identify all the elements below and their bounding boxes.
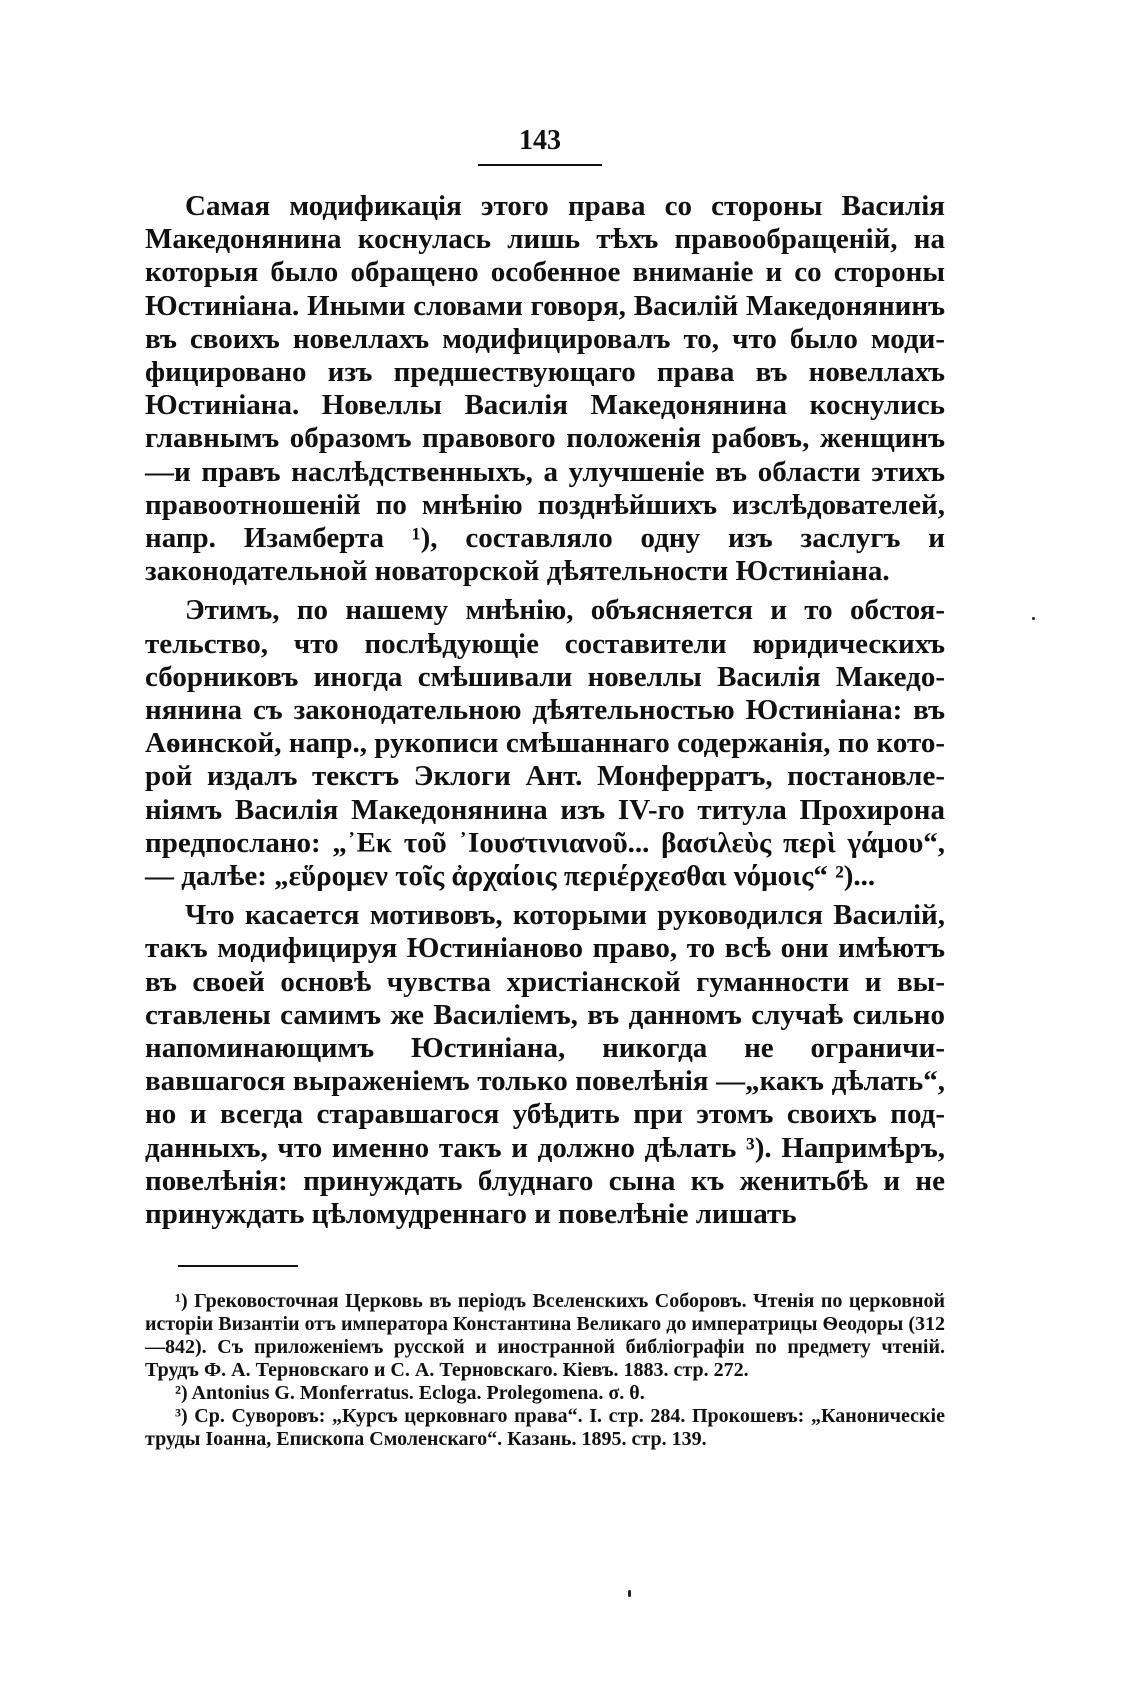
footnote-separator bbox=[178, 1265, 298, 1267]
page-number: 143 bbox=[519, 125, 561, 156]
paragraph-2: Этимъ, по нашему мнѣнію, объясняется и то обстоятельство, что послѣдующіе составители юридическихъ сборниковъ иногда смѣшивали новеллы Василія Македонянина съ законодательною дѣятельностью Юстиніана: въ Аѳинской, напр., рукописи смѣшаннаго содержанія, по которой издалъ текстъ Эклоги Ант. Монферратъ, постановленіямъ Василія Македонянина изъ IV-го титула Прохирона предпослано: „᾿Εκ τοῦ ᾿Ιουστινιανοῦ... βασιλεὺς περὶ γάμου“,— далѣе: „εὕρομεν τοῖς ἀρχαίοις περιέρχεσθαι νόμοις“ ²)... bbox=[145, 594, 945, 893]
footnote-1: ¹) Грековосточная Церковь въ періодъ Вселенскихъ Соборовъ. Чтенія по церковной исторіи Византіи отъ императора Константина Великаго до императрицы Ѳеодоры (312—842). Съ приложеніемъ русской и иностранной библіографіи по предмету чтеній. Трудъ Ф. А. Терновскаго и С. А. Терновскаго. Кіевъ. 1883. стр. 272. bbox=[145, 1290, 945, 1381]
scan-speck bbox=[628, 1590, 631, 1597]
main-text bbox=[145, 190, 945, 1231]
footnote-3: ³) Ср. Суворовъ: „Курсъ церковнаго права“. I. стр. 284. Прокошевъ: „Каноническіе труды Іоанна, Епископа Смоленскаго“. Казань. 1895. стр. 139. bbox=[145, 1405, 945, 1450]
paragraph-1: Самая модификація этого права со стороны Василія Македонянина коснулась лишь тѣхъ правообращеній, на которыя было обращено особенное вниманіе и со стороны Юстиніана. Иными словами говоря, Василій Македонянинъ въ своихъ новеллахъ модифицировалъ то, что было модифицировано изъ предшествующаго права въ новеллахъ Юстиніана. Новеллы Василія Македонянина коснулись главнымъ образомъ правового положенія рабовъ, женщинъ—и правъ наслѣдственныхъ, а улучшеніе въ области этихъ правоотношеній по мнѣнію позднѣйшихъ изслѣдователей, напр. Изамберта ¹), составляло одну изъ заслугъ и законодательной новаторской дѣятельности Юстиніана. bbox=[145, 190, 945, 588]
page-number-rule bbox=[478, 164, 602, 166]
paragraph-3: Что касается мотивовъ, которыми руководился Василій, такъ модифицируя Юстиніаново право, то всѣ они имѣютъ въ своей основѣ чувства христіанской гуманности и выставлены самимъ же Василіемъ, въ данномъ случаѣ сильно напоминающимъ Юстиніана, никогда не ограничивавшагося выраженіемъ только повелѣнія —„какъ дѣлать“, но и всегда старавшагося убѣдить при этомъ своихъ подданныхъ, что именно такъ и должно дѣлать ³). Напримѣръ, повелѣнія: принуждать блуднаго сына къ женитьбѣ и не принуждать цѣломудреннаго и повелѣніе лишать bbox=[145, 899, 945, 1231]
scan-speck bbox=[1032, 617, 1035, 620]
footnotes bbox=[145, 1290, 945, 1451]
footnote-2: ²) Antonius G. Monferratus. Ecloga. Prolegomena. σ. θ. bbox=[175, 1382, 645, 1404]
